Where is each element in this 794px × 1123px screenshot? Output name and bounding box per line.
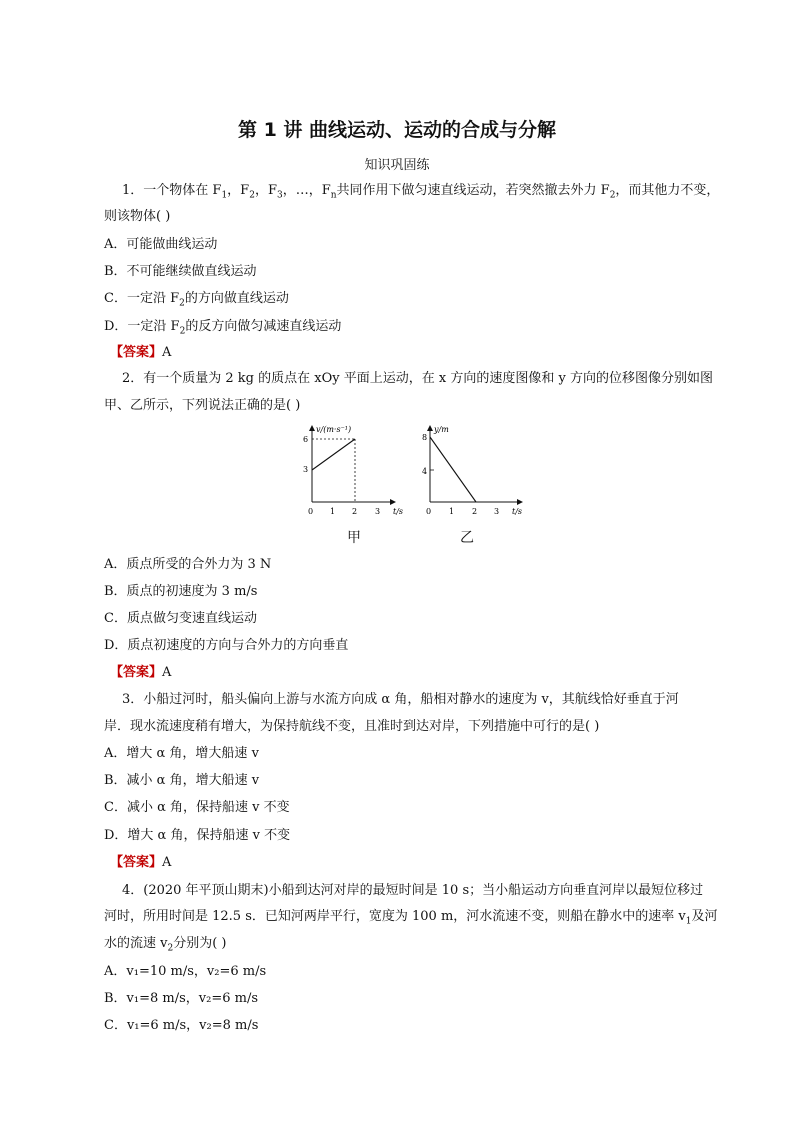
q3-answer: 【答案】A (110, 855, 172, 870)
q2-stem-line2: 甲、乙所示，下列说法正确的是( ) (104, 398, 301, 413)
jia-xtick-0: 0 (308, 507, 314, 516)
q2-option-d: D．质点初速度的方向与合外力的方向垂直 (104, 638, 349, 653)
q2-answer: 【答案】A (110, 665, 172, 680)
q4-stem-line3: 水的流速 $v_2$分别为( ) (104, 936, 227, 954)
yi-ytick-4: 4 (422, 467, 428, 476)
jia-line (312, 439, 355, 470)
q1-option-a: A．可能做曲线运动 (104, 237, 218, 252)
q3-stem-line1: 3．小船过河时，船头偏向上游与水流方向成 α 角，船相对静水的速度为 v，其航线恰好垂直于河 (122, 692, 679, 707)
q2-stem-line1: 2．有一个质量为 2 kg 的质点在 xOy 平面上运动，在 x 方向的速度图像和 y 方向的位移图像分别如图 (122, 371, 713, 386)
q4-stem-line2: 河时，所用时间是 12.5 s．已知河两岸平行，宽度为 100 m，河水流速不变，则船在静水中的速率 $v_1$及河 (104, 909, 718, 927)
q2-option-b: B．质点的初速度为 3 m/s (104, 584, 258, 599)
q1-option-b: B．不可能继续做直线运动 (104, 264, 257, 279)
yi-xtick-1: 1 (449, 507, 455, 516)
q3-option-d: D．增大 α 角，保持船速 v 不变 (104, 828, 291, 843)
graph-yi-caption: 乙 (460, 530, 474, 546)
jia-xtick-1: 1 (330, 507, 336, 516)
yi-xtick-2: 2 (472, 507, 478, 516)
page-title: 第 1 讲 曲线运动、运动的合成与分解 (237, 119, 557, 141)
jia-ytick-3: 3 (303, 465, 309, 474)
jia-xtick-3: 3 (375, 507, 381, 516)
q1-answer: 【答案】A (110, 345, 172, 360)
graph-yi (422, 425, 522, 516)
yi-ytick-8: 8 (422, 433, 428, 442)
yi-line (430, 437, 476, 502)
yi-xtick-3: 3 (494, 507, 500, 516)
jia-ylabel: v/(m·s⁻¹) (316, 425, 352, 434)
jia-ytick-6: 6 (303, 435, 309, 444)
graph-jia-caption: 甲 (347, 530, 361, 546)
jia-xlabel: t/s (393, 507, 404, 516)
q3-option-c: C．减小 α 角，保持船速 v 不变 (104, 800, 290, 815)
yi-xtick-0: 0 (426, 507, 432, 516)
q3-stem-line2: 岸．现水流速度稍有增大，为保持航线不变，且准时到达对岸，下列措施中可行的是( ) (104, 719, 600, 734)
q1-option-c: C．一定沿 $F_2$的方向做直线运动 (104, 291, 289, 309)
q2-graphs (300, 422, 540, 552)
q1-option-d: D．一定沿 $F_2$的反方向做匀减速直线运动 (104, 319, 342, 337)
q2-option-c: C．质点做匀变速直线运动 (104, 611, 257, 626)
q1-stem-line1: 1．一个物体在 $F_1$，$F_2$，$F_3$，…，$F_n$共同作用下做匀速直线运动，若突然撤去外力 $F_2$，而其他力不变， (122, 183, 720, 201)
yi-ylabel: y/m (434, 425, 449, 434)
q2-option-a: A．质点所受的合外力为 3 N (104, 557, 272, 572)
yi-xlabel: t/s (512, 507, 523, 516)
q3-option-a: A．增大 α 角，增大船速 v (104, 746, 259, 761)
q3-option-b: B．减小 α 角，增大船速 v (104, 773, 260, 788)
q4-option-c: C．v₁=6 m/s，v₂=8 m/s (104, 1018, 259, 1033)
q4-option-b: B．v₁=8 m/s，v₂=6 m/s (104, 991, 259, 1006)
section-subtitle: 知识巩固练 (364, 158, 430, 173)
graph-jia (303, 425, 403, 516)
q4-option-a: A．v₁=10 m/s，v₂=6 m/s (104, 964, 267, 979)
jia-xtick-2: 2 (352, 507, 358, 516)
q1-stem-line2: 则该物体( ) (104, 209, 171, 224)
q4-stem-line1: 4．(2020 年平顶山期末)小船到达河对岸的最短时间是 10 s；当小船运动方向垂直河岸以最短位移过 (122, 883, 704, 898)
